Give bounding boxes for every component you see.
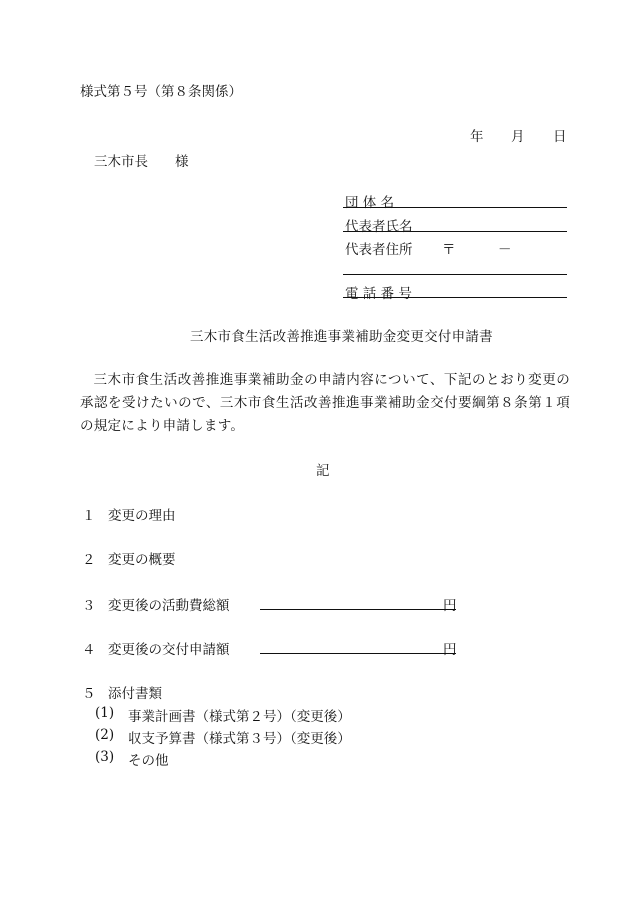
item-2-number: ２ bbox=[82, 552, 96, 568]
item-3-amount-line bbox=[260, 609, 456, 610]
body-paragraph: 三木市食生活改善推進事業補助金の申請内容について、下記のとおり変更の承認を受けたいので、三木市食生活改善推進事業補助金交付要綱第８条第１項の規定により申請します。 bbox=[80, 372, 570, 434]
item-4-amount-line bbox=[260, 653, 456, 654]
date-month: 月 bbox=[511, 129, 525, 145]
item-1-label: 変更の理由 bbox=[108, 508, 176, 524]
item-5-label: 添付書類 bbox=[108, 686, 162, 702]
item-3-number: ３ bbox=[82, 598, 96, 614]
item-3-unit: 円 bbox=[443, 598, 457, 614]
org-name-line bbox=[343, 207, 567, 208]
postal-dash: － bbox=[498, 242, 512, 258]
item-1-number: １ bbox=[82, 508, 96, 524]
ki-heading: 記 bbox=[316, 463, 330, 479]
org-name-label: 団 体 名 bbox=[345, 195, 395, 211]
rep-address-line bbox=[343, 274, 567, 275]
addressee: 三木市長 様 bbox=[94, 154, 189, 170]
item-4-label: 変更後の交付申請額 bbox=[108, 642, 230, 658]
date-day: 日 bbox=[553, 129, 567, 145]
rep-name-label: 代表者氏名 bbox=[345, 219, 413, 235]
attachment-2-number: (2) bbox=[95, 727, 115, 743]
rep-name-line bbox=[343, 231, 567, 232]
date-year: 年 bbox=[470, 129, 484, 145]
attachment-3-number: (3) bbox=[95, 749, 115, 765]
phone-line bbox=[343, 297, 567, 298]
attachment-3-label: その他 bbox=[128, 753, 169, 769]
item-2-label: 変更の概要 bbox=[108, 552, 176, 568]
rep-address-label: 代表者住所 bbox=[345, 242, 413, 258]
item-3-label: 変更後の活動費総額 bbox=[108, 598, 230, 614]
phone-label: 電 話 番 号 bbox=[345, 286, 412, 302]
item-4-unit: 円 bbox=[443, 642, 457, 658]
attachment-1-number: (1) bbox=[95, 705, 115, 721]
form-number: 様式第５号（第８条関係） bbox=[80, 84, 242, 100]
document-title: 三木市食生活改善推進事業補助金変更交付申請書 bbox=[190, 329, 493, 345]
postal-mark: 〒 bbox=[442, 242, 456, 258]
item-4-number: ４ bbox=[82, 642, 96, 658]
attachment-2-label: 収支予算書（様式第３号）（変更後） bbox=[128, 731, 351, 747]
item-5-number: ５ bbox=[82, 686, 96, 702]
attachment-1-label: 事業計画書（様式第２号）（変更後） bbox=[128, 709, 351, 725]
